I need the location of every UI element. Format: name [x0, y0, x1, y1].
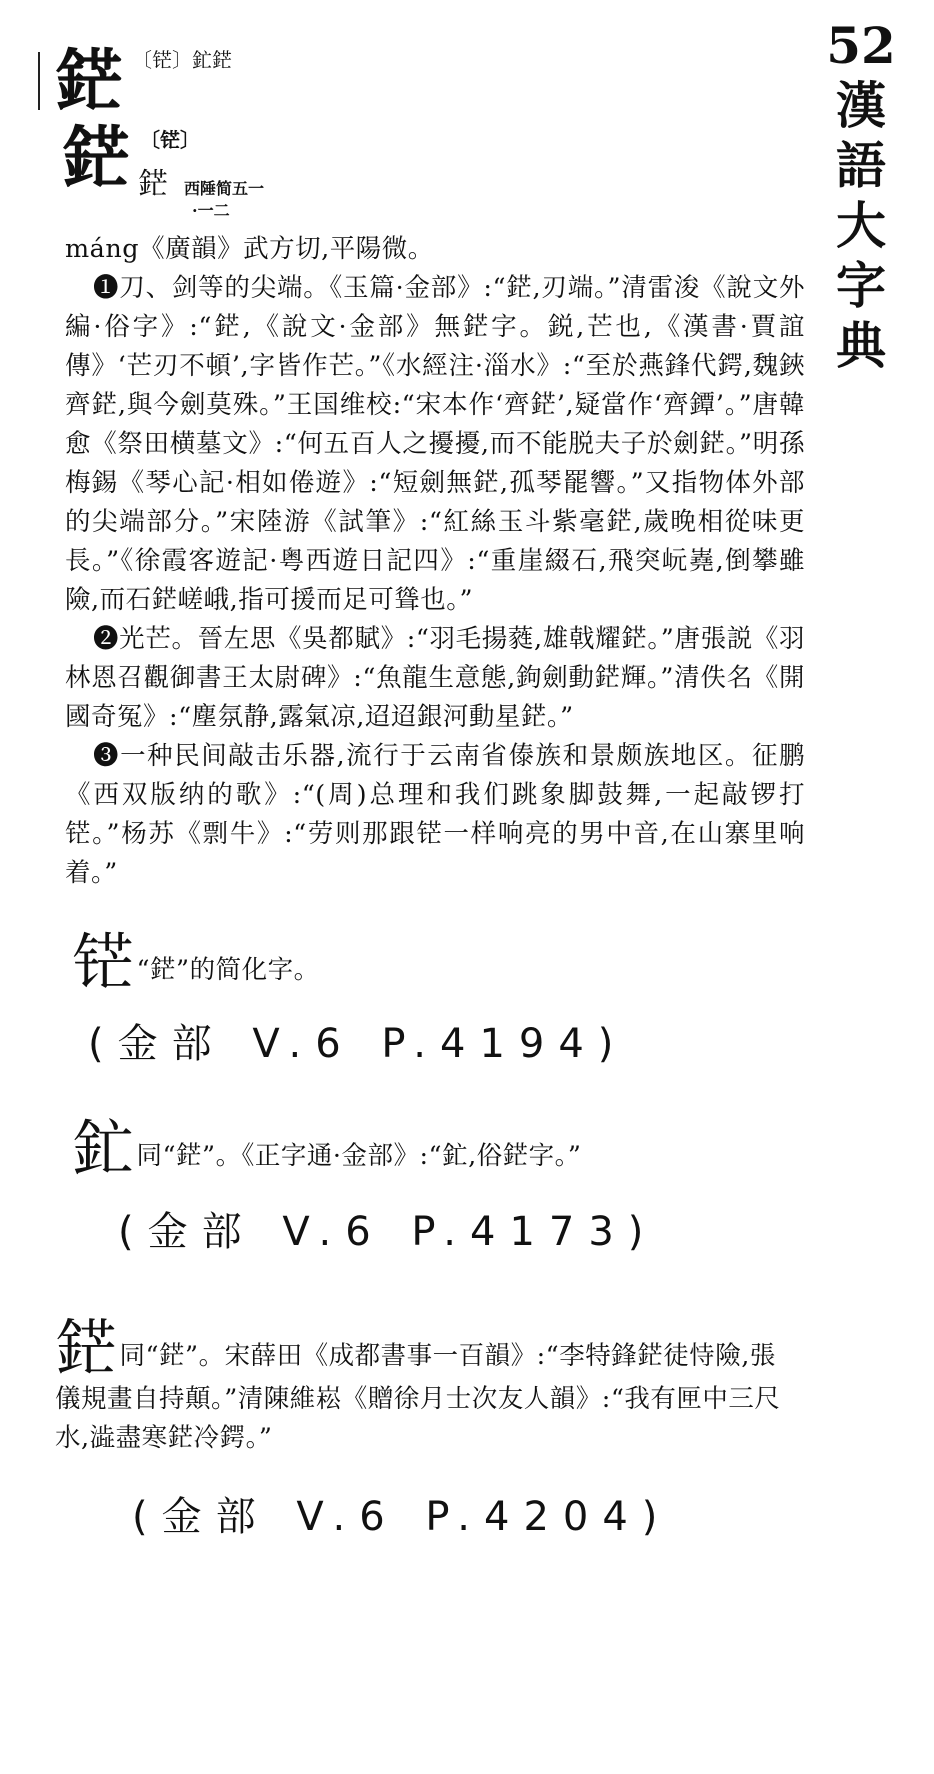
definition-1: ❶刀、剑等的尖端。《玉篇·金部》:“鋩,刃端。”清雷浚《說文外編·俗字》:“鋩,《說文·金部》無鋩字。鋭,芒也,《漢書·賈誼傳》‘芒刃不頓’,字皆作芒。”《水經注·淄水》:“至於燕鋒代鍔,魏鋏齊鋩,與今劍莫殊。”王国维校:“宋本作‘齊鋩’,疑當作‘齊鐔’。”唐韓愈《祭田横墓文》:“何五百人之擾擾,而不能脱夫子於劍鋩。”明孫梅錫《琴心記·相如倦遊》:“短劍無鋩,孤琴罷響。”又指物体外部的尖端部分。”宋陸游《試筆》:“紅絲玉斗紫毫鋩,歲晚相從味更長。”《徐霞客遊記·粤西遊日記四》:“重崖綴石,飛突岏嶤,倒攀雖險,而石鋩嵯峨,指可援而足可聳也。” [65, 273, 805, 615]
handwritten-note-1: (金部 V.6 P.4194) [88, 1021, 628, 1067]
margin-bar [38, 52, 40, 110]
entry-variant-1-text: 同“鋩”。《正字通·金部》:“釯,俗鋩字。” [136, 1141, 582, 1171]
ancient-glyph: 鋩 [138, 167, 168, 202]
vertical-title-text: 52漢語大字典 [826, 16, 896, 375]
handwritten-note-3: (金部 V.6 P.4204) [132, 1494, 672, 1540]
headword-2-char: 鋩 [62, 119, 131, 199]
entry-simplified [72, 926, 792, 999]
pronunciation: máng《廣韻》武方切,平陽微。 [65, 234, 434, 264]
vertical-title [826, 16, 896, 376]
headword-1 [55, 42, 124, 122]
entry-variant-1 [72, 1112, 792, 1185]
entry-variant-2 [55, 1312, 795, 1458]
headword-2 [62, 119, 131, 199]
entry-variant-1-char: 釯 [72, 1112, 135, 1185]
entry-body [65, 230, 805, 893]
ancient-source-2: ·一二 [192, 201, 230, 220]
headword-2-bracket: 〔铓〕 [140, 128, 200, 152]
definition-3: ❸一种民间敲击乐器,流行于云南省傣族和景颇族地区。征鹏《西双版纳的歌》:“(周)总理和我们跳象脚鼓舞,一起敲锣打铓。”杨苏《剽牛》:“劳则那跟铓一样响亮的男中音,在山寨里响着。” [65, 741, 805, 888]
headword-1-variants: 〔铓〕釯鋩 [132, 48, 232, 72]
entry-simplified-text: “鋩”的简化字。 [136, 955, 320, 985]
entry-variant-2-char: 鋩 [55, 1312, 118, 1385]
entry-variant-2-text: 同“鋩”。宋薛田《成都書事一百韻》:“李特鋒鋩徒恃險,張儀規畫自持顛。”清陳維崧《贈徐月士次友人韻》:“我有匣中三尺水,澁盡寒鋩冷鍔。” [55, 1341, 781, 1453]
entry-simplified-char: 铓 [72, 926, 135, 999]
handwritten-note-2: (金部 V.6 P.4173) [118, 1209, 658, 1255]
headword-1-char: 鋩 [55, 42, 124, 122]
definition-2: ❷光芒。晉左思《吳都賦》:“羽毛揚蕤,雄戟耀鋩。”唐張説《羽林恩召觀御書王太尉碑》:“魚龍生意態,鉤劍動鋩輝。”清佚名《開國奇冤》:“塵氛静,露氣凉,迢迢銀河動星鋩。” [65, 624, 805, 732]
ancient-source-1: 西陲简五一 [184, 179, 265, 198]
